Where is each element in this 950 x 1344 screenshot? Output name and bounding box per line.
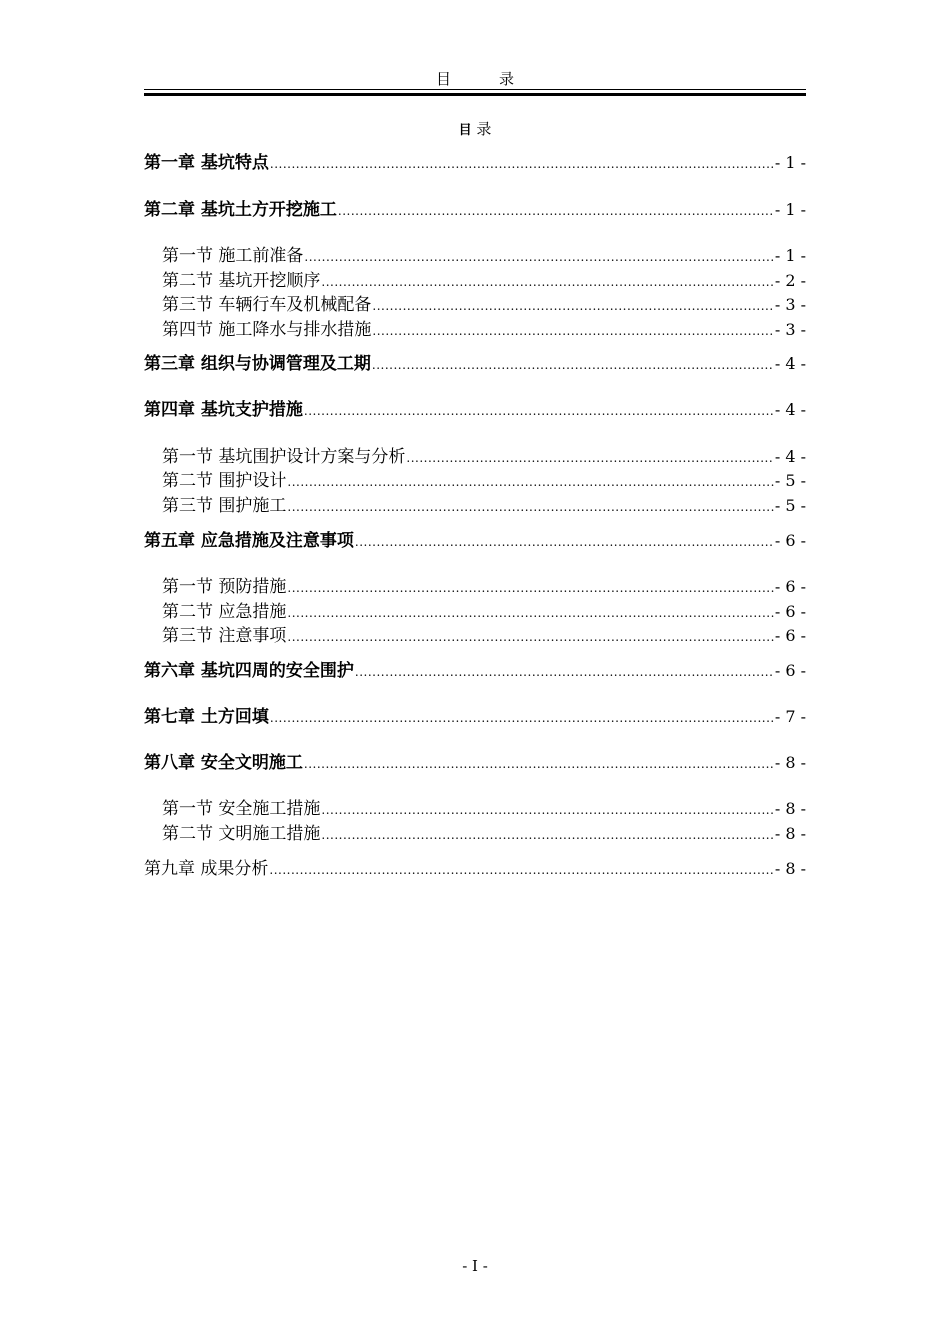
toc-dot-leader: [372, 295, 773, 317]
toc-entry-page: - 4 -: [774, 447, 806, 466]
toc-dot-leader: [355, 661, 774, 683]
toc-dot-leader: [321, 824, 773, 846]
toc-entry[interactable]: [144, 706, 806, 729]
toc-dot-leader: [304, 753, 774, 775]
toc-entry-page: - 7 -: [774, 707, 806, 726]
toc-entry[interactable]: [162, 470, 806, 493]
running-header-left: 目: [435, 70, 451, 88]
toc-entry-page: - 6 -: [774, 661, 806, 680]
toc-dot-leader: [270, 707, 774, 729]
toc-entry-label: 第四节 施工降水与排水措施: [162, 320, 372, 340]
toc-entry[interactable]: [162, 798, 806, 821]
toc-entry-page: - 5 -: [774, 496, 806, 515]
toc-entry[interactable]: [162, 601, 806, 624]
toc-entry-page: - 2 -: [774, 271, 806, 290]
toc-dot-leader: [269, 859, 773, 881]
page-number: - I -: [462, 1257, 488, 1275]
toc-entry[interactable]: [162, 576, 806, 599]
toc-entry-label: 第三章 组织与协调管理及工期: [144, 354, 371, 374]
toc-entry[interactable]: [144, 152, 806, 175]
toc-dot-leader: [321, 799, 773, 821]
toc-dot-leader: [338, 200, 774, 222]
toc-dot-leader: [287, 602, 773, 624]
toc-dot-leader: [287, 577, 773, 599]
toc-entry[interactable]: [144, 353, 806, 376]
running-header-right: 录: [499, 70, 515, 88]
toc-entry[interactable]: [162, 245, 806, 268]
toc-entry[interactable]: [162, 319, 806, 342]
toc-entry-label: 第八章 安全文明施工: [144, 753, 303, 773]
toc-entry[interactable]: [144, 399, 806, 422]
toc-entry-page: - 1 -: [774, 153, 806, 172]
toc-entry[interactable]: [162, 446, 806, 469]
toc-entry-label: 第二节 围护设计: [162, 471, 287, 491]
header-rule-thin: [144, 89, 806, 90]
toc-entry-label: 第一节 安全施工措施: [162, 799, 321, 819]
toc-entry-label: 第九章 成果分析: [144, 859, 269, 879]
toc-entry[interactable]: [162, 823, 806, 846]
toc-entry-label: 第三节 车辆行车及机械配备: [162, 295, 372, 315]
toc-entry[interactable]: [144, 530, 806, 553]
toc-dot-leader: [372, 320, 773, 342]
toc-title-bold: 目: [458, 123, 472, 138]
toc-entry[interactable]: [144, 858, 806, 881]
toc-entry-label: 第二节 基坑开挖顺序: [162, 271, 321, 291]
toc-entry-label: 第二章 基坑土方开挖施工: [144, 200, 337, 220]
toc-entry-label: 第四章 基坑支护措施: [144, 400, 303, 420]
toc-entry-page: - 4 -: [774, 354, 806, 373]
toc-entry[interactable]: [144, 660, 806, 683]
toc-dot-leader: [287, 471, 773, 493]
toc-entry-page: - 1 -: [774, 246, 806, 265]
toc-dot-leader: [321, 271, 773, 293]
toc-entry-label: 第二节 应急措施: [162, 602, 287, 622]
toc-title-rest: 录: [476, 120, 492, 138]
toc-entry-label: 第六章 基坑四周的安全围护: [144, 661, 354, 681]
toc-entry-page: - 3 -: [774, 320, 806, 339]
toc-entry-page: - 8 -: [774, 824, 806, 843]
toc-entry-page: - 1 -: [774, 200, 806, 219]
toc-entry-label: 第七章 土方回填: [144, 707, 269, 727]
toc-entry[interactable]: [162, 495, 806, 518]
toc-entry-label: 第一节 施工前准备: [162, 246, 304, 266]
toc-entry-label: 第五章 应急措施及注意事项: [144, 531, 354, 551]
toc-entry-page: - 8 -: [774, 859, 806, 878]
toc-entry-page: - 5 -: [774, 471, 806, 490]
toc-dot-leader: [304, 246, 773, 268]
header-rule-thick: [144, 93, 806, 96]
toc-entry-page: - 6 -: [774, 626, 806, 645]
toc-entry-page: - 8 -: [774, 799, 806, 818]
toc-entry-page: - 6 -: [774, 531, 806, 550]
toc-entry-page: - 4 -: [774, 400, 806, 419]
toc-entry-page: - 6 -: [774, 577, 806, 596]
toc-entry-label: 第一节 预防措施: [162, 577, 287, 597]
toc-dot-leader: [372, 354, 774, 376]
toc-dot-leader: [304, 400, 774, 422]
toc-title: [0, 118, 950, 139]
toc-entry-label: 第三节 注意事项: [162, 626, 287, 646]
toc-entry-page: - 3 -: [774, 295, 806, 314]
toc-entry[interactable]: [162, 625, 806, 648]
toc-entry[interactable]: [144, 199, 806, 222]
toc-entry-page: - 6 -: [774, 602, 806, 621]
toc-entry[interactable]: [162, 294, 806, 317]
toc-entry-label: 第二节 文明施工措施: [162, 824, 321, 844]
toc-dot-leader: [270, 153, 774, 175]
toc-dot-leader: [355, 531, 774, 553]
toc-entry[interactable]: [144, 752, 806, 775]
toc-entry-page: - 8 -: [774, 753, 806, 772]
toc-entry-label: 第一章 基坑特点: [144, 153, 269, 173]
toc-dot-leader: [406, 447, 773, 469]
toc-dot-leader: [287, 496, 773, 518]
toc-entry-label: 第一节 基坑围护设计方案与分析: [162, 447, 406, 467]
toc-dot-leader: [287, 626, 773, 648]
toc-entry-label: 第三节 围护施工: [162, 496, 287, 516]
running-header: [0, 68, 950, 89]
toc-entry[interactable]: [162, 270, 806, 293]
